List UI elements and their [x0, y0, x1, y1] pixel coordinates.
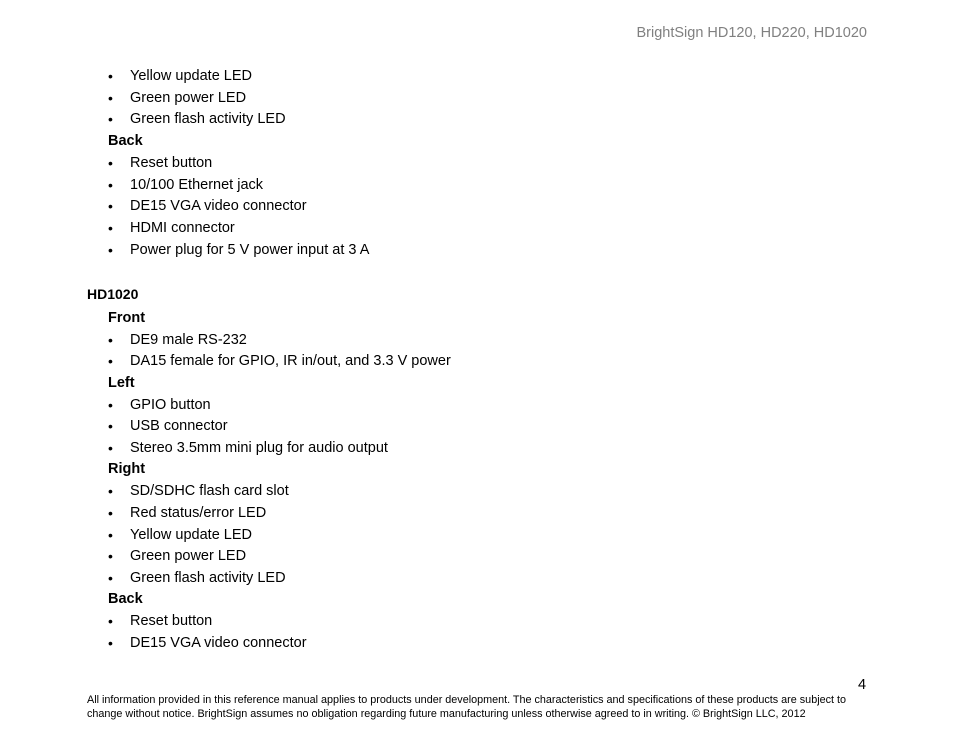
bullet-icon: • — [108, 397, 113, 413]
bullet-icon: • — [108, 177, 113, 193]
bullet-icon: • — [108, 570, 113, 586]
list-item-text: SD/SDHC flash card slot — [130, 483, 289, 499]
subheading-left: Left — [108, 375, 135, 391]
running-header: BrightSign HD120, HD220, HD1020 — [636, 25, 867, 41]
bullet-icon: • — [108, 613, 113, 629]
bullet-icon: • — [108, 155, 113, 171]
list-item-text: Reset button — [130, 613, 213, 629]
bullet-icon: • — [108, 440, 113, 456]
list-item-text: Stereo 3.5mm mini plug for audio output — [130, 440, 388, 456]
bullet-icon: • — [108, 68, 113, 84]
list-item-text: Green power LED — [130, 548, 247, 564]
list-item-text: Green flash activity LED — [130, 111, 286, 127]
list-item-text: 10/100 Ethernet jack — [130, 177, 264, 193]
list-item-text: DE15 VGA video connector — [130, 635, 307, 651]
list-item-text: Green power LED — [130, 90, 247, 106]
bullet-icon: • — [108, 353, 113, 369]
subheading-front: Front — [108, 310, 146, 326]
bullet-icon: • — [108, 418, 113, 434]
list-item-text: GPIO button — [130, 397, 211, 413]
bullet-icon: • — [108, 527, 113, 543]
list-item-text: DA15 female for GPIO, IR in/out, and 3.3 V power — [130, 353, 451, 369]
list-item-text: USB connector — [130, 418, 228, 434]
list-item-text: Power plug for 5 V power input at 3 A — [130, 242, 370, 258]
bullet-icon: • — [108, 198, 113, 214]
list-item-text: DE15 VGA video connector — [130, 198, 307, 214]
list-item-text: Red status/error LED — [130, 505, 267, 521]
bullet-icon: • — [108, 635, 113, 651]
page-number: 4 — [858, 677, 867, 693]
list-item-text: Reset button — [130, 155, 213, 171]
bullet-icon: • — [108, 111, 113, 127]
list-item-text: HDMI connector — [130, 220, 235, 236]
list-item-text: Yellow update LED — [130, 527, 252, 543]
subheading-back: Back — [108, 133, 143, 149]
bullet-icon: • — [108, 90, 113, 106]
list-item-text: Yellow update LED — [130, 68, 252, 84]
bullet-icon: • — [108, 483, 113, 499]
bullet-icon: • — [108, 220, 113, 236]
list-item-text: DE9 male RS-232 — [130, 332, 247, 348]
list-item-text: Green flash activity LED — [130, 570, 286, 586]
footer-disclaimer: All information provided in this reference manual applies to products under development. The characteristics and specifications of these products are subject to change without notice. BrightSign assumes no obligation regarding future manufacturing unless otherwise agreed to in writing. © BrightSign LLC, 2012 — [87, 694, 846, 720]
bullet-icon: • — [108, 242, 113, 258]
subheading-back: Back — [108, 591, 143, 607]
bullet-icon: • — [108, 505, 113, 521]
bullet-icon: • — [108, 548, 113, 564]
subheading-right: Right — [108, 461, 146, 477]
bullet-icon: • — [108, 332, 113, 348]
section-title-hd1020: HD1020 — [87, 286, 139, 302]
